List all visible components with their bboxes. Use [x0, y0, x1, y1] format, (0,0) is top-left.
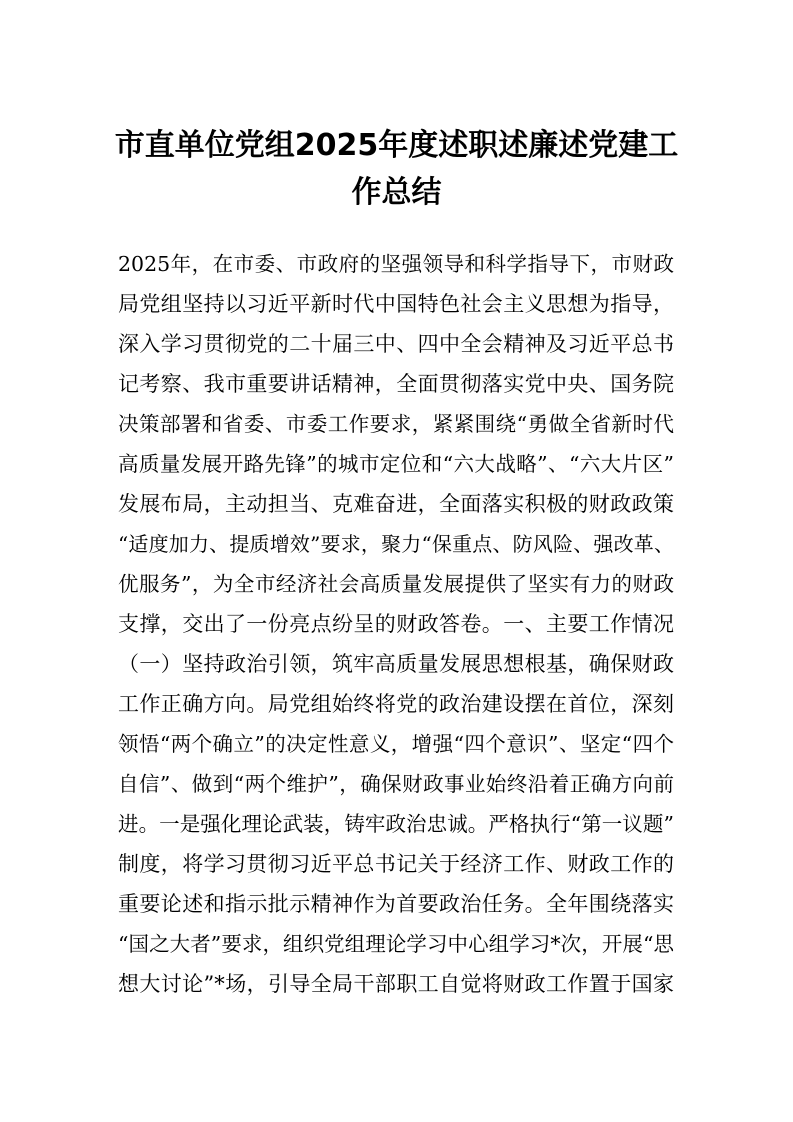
body-line: 决策部署和省委、市委工作要求，紧紧围绕“勇做全省新时代 [118, 412, 674, 436]
body-line: 领悟“两个确立”的决定性意义，增强“四个意识”、坚定“四个 [118, 732, 674, 756]
body-line: （一）坚持政治引领，筑牢高质量发展思想根基，确保财政 [118, 652, 674, 676]
body-line: 高质量发展开路先锋”的城市定位和“六大战略”、“六大片区” [118, 452, 674, 476]
body-line: 制度，将学习贯彻习近平总书记关于经济工作、财政工作的 [118, 852, 674, 876]
body-line: 工作正确方向。局党组始终将党的政治建设摆在首位，深刻 [118, 692, 674, 716]
body-line: 重要论述和指示批示精神作为首要政治任务。全年围绕落实 [118, 892, 674, 916]
body-line: 深入学习贯彻党的二十届三中、四中全会精神及习近平总书 [118, 332, 674, 356]
document-title-line-1: 市直单位党组2025年度述职述廉述党建工 [114, 128, 679, 163]
body-line: 支撑，交出了一份亮点纷呈的财政答卷。一、主要工作情况 [118, 612, 674, 636]
body-line: “国之大者”要求，组织党组理论学习中心组学习*次，开展“思 [118, 932, 674, 956]
body-line: 自信”、做到“两个维护”，确保财政事业始终沿着正确方向前 [118, 772, 674, 796]
body-line: 局党组坚持以习近平新时代中国特色社会主义思想为指导， [118, 292, 674, 316]
body-line: 优服务”，为全市经济社会高质量发展提供了坚实有力的财政 [118, 572, 674, 596]
body-line: 发展布局，主动担当、克难奋进，全面落实积极的财政政策 [118, 492, 674, 516]
body-line: 进。一是强化理论武装，铸牢政治忠诚。严格执行“第一议题” [118, 812, 674, 836]
body-line: 记考察、我市重要讲话精神，全面贯彻落实党中央、国务院 [118, 372, 674, 396]
body-line: 想大讨论”*场，引导全局干部职工自觉将财政工作置于国家 [118, 972, 674, 996]
document-title-line-2: 作总结 [351, 175, 442, 210]
body-line: “适度加力、提质增效”要求，聚力“保重点、防风险、强改革、 [118, 532, 674, 556]
body-line: 2025年，在市委、市政府的坚强领导和科学指导下，市财政 [118, 252, 674, 276]
